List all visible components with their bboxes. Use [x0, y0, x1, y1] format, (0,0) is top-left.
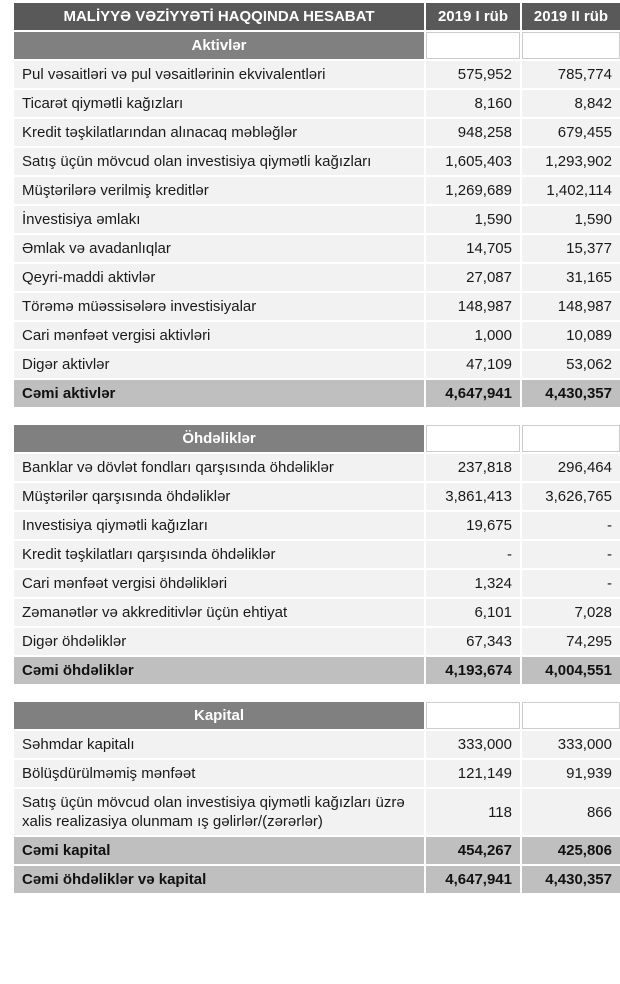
- value-q2: -: [522, 512, 620, 539]
- value-q1: 237,818: [426, 454, 520, 481]
- table-row: [14, 454, 620, 481]
- value-q2: 53,062: [522, 351, 620, 378]
- value-q1: 47,109: [426, 351, 520, 378]
- row-label: Pul vəsaitləri və pul vəsaitlərinin ekvivalentləri: [14, 61, 424, 88]
- section-title: Öhdəliklər: [14, 425, 424, 452]
- total-q1: 454,267: [426, 837, 520, 864]
- value-q2: 785,774: [522, 61, 620, 88]
- total-label: Cəmi aktivlər: [14, 380, 424, 407]
- section-header-row: [14, 32, 620, 59]
- table-row: [14, 322, 620, 349]
- table-row: [14, 628, 620, 655]
- total-q1: 4,193,674: [426, 657, 520, 684]
- value-q2: 296,464: [522, 454, 620, 481]
- value-q1: 148,987: [426, 293, 520, 320]
- table-row: [14, 599, 620, 626]
- row-label: Satış üçün mövcud olan investisiya qiymətli kağızları: [14, 148, 424, 175]
- value-q1: 27,087: [426, 264, 520, 291]
- section-title: Aktivlər: [14, 32, 424, 59]
- column-header-q2: 2019 II rüb: [522, 3, 620, 30]
- empty-cell: [426, 32, 520, 59]
- row-label: Kredit təşkilatlarından alınacaq məbləğlər: [14, 119, 424, 146]
- value-q1: 575,952: [426, 61, 520, 88]
- table-row: [14, 264, 620, 291]
- row-label: Zəmanətlər və akkreditivlər üçün ehtiyat: [14, 599, 424, 626]
- empty-cell: [522, 425, 620, 452]
- value-q1: 1,269,689: [426, 177, 520, 204]
- value-q1: 333,000: [426, 731, 520, 758]
- table-row: [14, 177, 620, 204]
- value-q1: 118: [426, 789, 520, 835]
- row-label: Əmlak və avadanlıqlar: [14, 235, 424, 262]
- report-title: MALİYYƏ VƏZİYYƏTİ HAQQINDA HESABAT: [14, 3, 424, 30]
- value-q1: 67,343: [426, 628, 520, 655]
- row-label: Kredit təşkilatları qarşısında öhdəliklər: [14, 541, 424, 568]
- value-q1: 6,101: [426, 599, 520, 626]
- row-label: İnvestisiya əmlakı: [14, 206, 424, 233]
- table-row: [14, 570, 620, 597]
- total-label: Cəmi kapital: [14, 837, 424, 864]
- total-q2: 4,430,357: [522, 380, 620, 407]
- row-label: Müştərilər qarşısında öhdəliklər: [14, 483, 424, 510]
- value-q1: 19,675: [426, 512, 520, 539]
- table-row: [14, 148, 620, 175]
- table-row: [14, 119, 620, 146]
- value-q1: 8,160: [426, 90, 520, 117]
- table-row: [14, 206, 620, 233]
- row-label: Cari mənfəət vergisi öhdəlikləri: [14, 570, 424, 597]
- table-row: [14, 351, 620, 378]
- row-label: Qeyri-maddi aktivlər: [14, 264, 424, 291]
- row-label: Səhmdar kapitalı: [14, 731, 424, 758]
- row-label: Satış üçün mövcud olan investisiya qiymətli kağızları üzrə xalis realizasiya olunmam ış gəlirlər/(zərərlər): [14, 789, 424, 835]
- value-q2: 1,293,902: [522, 148, 620, 175]
- row-label: Digər aktivlər: [14, 351, 424, 378]
- row-label: Investisiya qiymətli kağızları: [14, 512, 424, 539]
- value-q1: 3,861,413: [426, 483, 520, 510]
- value-q2: 1,402,114: [522, 177, 620, 204]
- value-q2: 7,028: [522, 599, 620, 626]
- value-q2: 333,000: [522, 731, 620, 758]
- value-q2: 91,939: [522, 760, 620, 787]
- empty-cell: [522, 702, 620, 729]
- grand-total-label: Cəmi öhdəliklər və kapital: [14, 866, 424, 893]
- value-q2: 31,165: [522, 264, 620, 291]
- grand-total-q2: 4,430,357: [522, 866, 620, 893]
- table-row: [14, 789, 620, 835]
- total-q1: 4,647,941: [426, 380, 520, 407]
- value-q1: -: [426, 541, 520, 568]
- table-row: [14, 235, 620, 262]
- section-equity: [14, 702, 620, 893]
- value-q2: 679,455: [522, 119, 620, 146]
- table-row: [14, 483, 620, 510]
- section-header-row: [14, 702, 620, 729]
- value-q1: 948,258: [426, 119, 520, 146]
- total-label: Cəmi öhdəliklər: [14, 657, 424, 684]
- grand-total-row: [14, 866, 620, 893]
- total-row-liabilities: [14, 657, 620, 684]
- value-q1: 1,000: [426, 322, 520, 349]
- section-title: Kapital: [14, 702, 424, 729]
- value-q1: 1,590: [426, 206, 520, 233]
- empty-cell: [426, 425, 520, 452]
- table-row: [14, 61, 620, 88]
- table-row: [14, 541, 620, 568]
- value-q2: 3,626,765: [522, 483, 620, 510]
- row-label: Müştərilərə verilmiş kreditlər: [14, 177, 424, 204]
- row-label: Digər öhdəliklər: [14, 628, 424, 655]
- grand-total-q1: 4,647,941: [426, 866, 520, 893]
- total-q2: 4,004,551: [522, 657, 620, 684]
- empty-cell: [522, 32, 620, 59]
- value-q1: 1,324: [426, 570, 520, 597]
- total-q2: 425,806: [522, 837, 620, 864]
- row-label: Banklar və dövlət fondları qarşısında öhdəliklər: [14, 454, 424, 481]
- total-row-assets: [14, 380, 620, 407]
- value-q2: 1,590: [522, 206, 620, 233]
- section-liabilities: [14, 425, 620, 684]
- section-assets: [14, 32, 620, 407]
- table-row: [14, 512, 620, 539]
- value-q2: 74,295: [522, 628, 620, 655]
- value-q2: -: [522, 541, 620, 568]
- table-row: [14, 293, 620, 320]
- table-row: [14, 731, 620, 758]
- value-q1: 1,605,403: [426, 148, 520, 175]
- table-row: [14, 760, 620, 787]
- value-q2: 15,377: [522, 235, 620, 262]
- row-label: Bölüşdürülməmiş mənfəət: [14, 760, 424, 787]
- value-q2: 10,089: [522, 322, 620, 349]
- value-q1: 121,149: [426, 760, 520, 787]
- empty-cell: [426, 702, 520, 729]
- value-q2: -: [522, 570, 620, 597]
- value-q2: 148,987: [522, 293, 620, 320]
- row-label: Ticarət qiymətli kağızları: [14, 90, 424, 117]
- total-row-equity: [14, 837, 620, 864]
- value-q2: 866: [522, 789, 620, 835]
- table-row: [14, 90, 620, 117]
- row-label: Cari mənfəət vergisi aktivləri: [14, 322, 424, 349]
- column-header-q1: 2019 I rüb: [426, 3, 520, 30]
- value-q1: 14,705: [426, 235, 520, 262]
- row-label: Törəmə müəssisələrə investisiyalar: [14, 293, 424, 320]
- value-q2: 8,842: [522, 90, 620, 117]
- table-header-row: [14, 3, 620, 30]
- section-header-row: [14, 425, 620, 452]
